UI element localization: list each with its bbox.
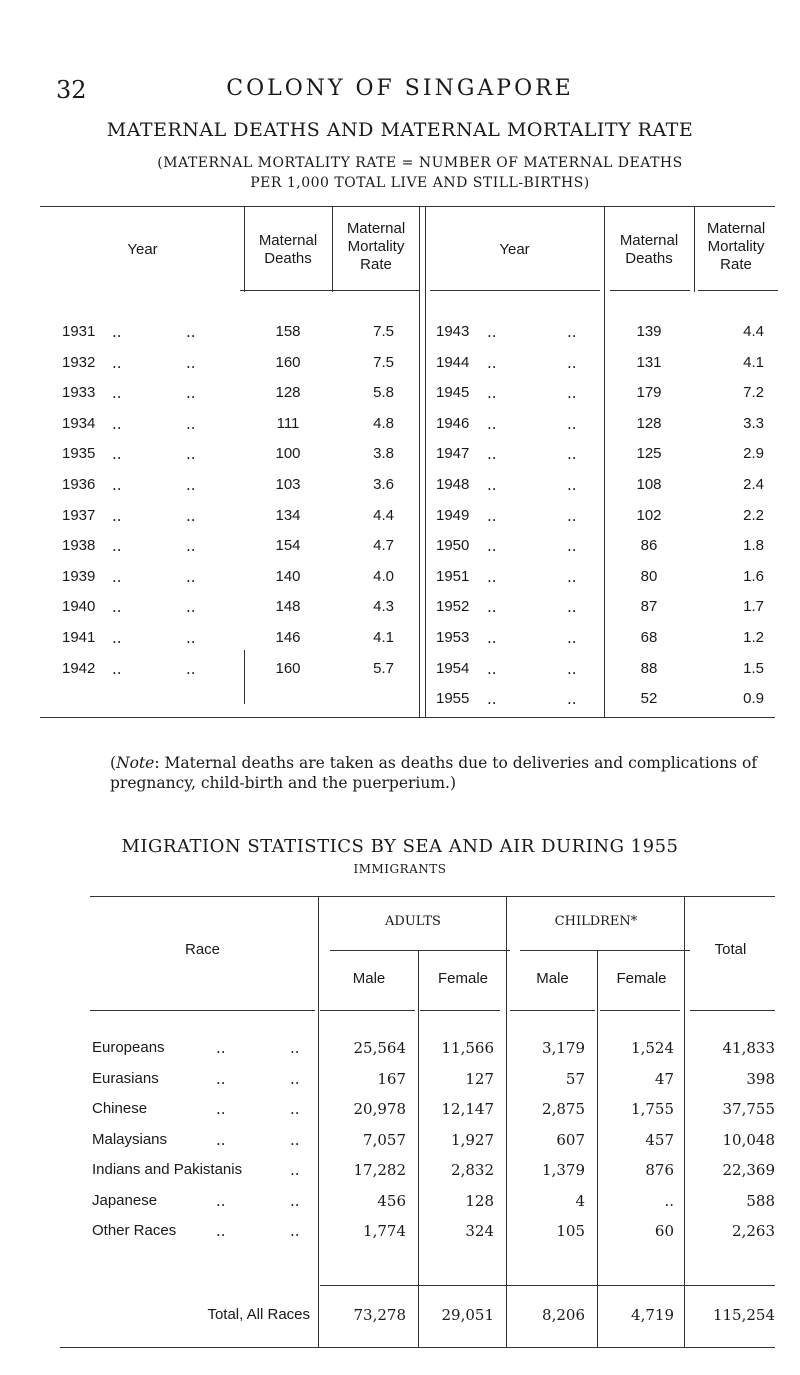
- row-rate: 3.6: [373, 476, 394, 493]
- leader-dots: ..: [186, 506, 196, 525]
- leader-dots: ..: [186, 476, 196, 494]
- child-male: 4: [575, 1191, 585, 1210]
- row-rate: 2.9: [743, 445, 764, 463]
- note-text: : Maternal deaths are taken as deaths due to deliveries and complications of pregnancy, child-birth and the puerperium.): [110, 754, 758, 792]
- leader-dots: ..: [112, 537, 122, 556]
- table-rule: [684, 896, 685, 1347]
- total-grand-total: 115,254: [712, 1306, 775, 1324]
- leader-dots: ..: [216, 1069, 226, 1088]
- row-rate: 4.4: [373, 506, 394, 524]
- table-rule: [240, 290, 420, 291]
- leader-dots: ..: [487, 629, 497, 647]
- col-header-children: CHILDREN*: [554, 914, 638, 929]
- adult-male: 456: [377, 1191, 406, 1210]
- row-rate: 1.5: [743, 659, 764, 677]
- row-deaths: 86: [640, 537, 658, 555]
- row-deaths: 88: [640, 659, 658, 677]
- adult-female: 324: [465, 1222, 494, 1240]
- row-deaths: 128: [275, 384, 301, 402]
- maternal-subtitle-line2: PER 1,000 TOTAL LIVE AND STILL-BIRTHS): [250, 175, 590, 191]
- row-total: 22,369: [722, 1161, 775, 1179]
- leader-dots: ..: [290, 1039, 300, 1057]
- leader-dots: ..: [487, 506, 497, 525]
- row-year: 1953: [436, 629, 470, 646]
- leader-dots: ..: [186, 353, 196, 372]
- leader-dots: ..: [487, 567, 497, 586]
- row-year: 1932: [62, 353, 96, 371]
- leader-dots: ..: [186, 537, 196, 556]
- leader-dots: ..: [567, 476, 577, 494]
- row-rate: 1.6: [743, 567, 764, 585]
- col-header-child-male: Male: [536, 970, 569, 987]
- row-year: 1952: [436, 598, 470, 616]
- leader-dots: ..: [216, 1039, 226, 1057]
- row-deaths: 125: [636, 445, 662, 463]
- row-deaths: 140: [275, 567, 301, 585]
- table-rule: [520, 950, 690, 951]
- row-deaths: 148: [275, 598, 301, 616]
- table-rule: [418, 950, 419, 1347]
- table-rule: [320, 1010, 415, 1011]
- maternal-note: (Note: Maternal deaths are taken as deaths due to deliveries and complications of pregnancy, child-birth and the puerperium.): [110, 754, 758, 792]
- row-year: 1936: [62, 476, 96, 493]
- row-rate: 1.7: [743, 598, 764, 616]
- row-rate: 2.4: [743, 476, 764, 493]
- migration-subtitle: IMMIGRANTS: [353, 862, 447, 876]
- leader-dots: ..: [487, 384, 497, 403]
- table-rule: [40, 717, 775, 718]
- leader-dots: ..: [290, 1069, 300, 1088]
- row-deaths: 108: [636, 476, 662, 493]
- total-child-male: 8,206: [542, 1306, 585, 1324]
- table-rule: [320, 1285, 775, 1286]
- note-label: Note: [116, 754, 155, 772]
- row-deaths: 100: [275, 445, 301, 463]
- leader-dots: ..: [186, 323, 196, 341]
- table-rule: [430, 290, 600, 291]
- adult-female: 127: [465, 1069, 494, 1088]
- adult-male: 17,282: [353, 1161, 406, 1179]
- table-rule: [604, 206, 605, 717]
- row-rate: 4.1: [373, 629, 394, 646]
- adult-female: 12,147: [441, 1100, 494, 1118]
- total-child-female: 4,719: [631, 1306, 674, 1324]
- leader-dots: ..: [216, 1130, 226, 1149]
- adult-male: 7,057: [363, 1130, 406, 1149]
- row-year: 1944: [436, 353, 470, 371]
- leader-dots: ..: [186, 414, 196, 433]
- leader-dots: ..: [487, 537, 497, 556]
- row-deaths: 160: [275, 659, 301, 677]
- race-label: Chinese: [92, 1100, 148, 1117]
- leader-dots: ..: [567, 567, 577, 586]
- col-header-deaths: Maternal Deaths: [258, 232, 318, 267]
- adult-female: 128: [465, 1191, 494, 1210]
- row-year: 1934: [62, 414, 96, 432]
- row-year: 1942: [62, 659, 96, 677]
- table-rule: [244, 650, 245, 704]
- row-rate: 1.8: [743, 537, 764, 555]
- row-year: 1951: [436, 567, 470, 585]
- leader-dots: ..: [487, 690, 497, 709]
- col-header-rate: Maternal Mortality Rate: [706, 220, 766, 273]
- adult-male: 25,564: [353, 1039, 406, 1057]
- row-deaths: 102: [636, 506, 662, 524]
- adult-female: 2,832: [451, 1161, 494, 1179]
- child-female: 1,524: [631, 1039, 674, 1057]
- child-female: 1,755: [631, 1100, 674, 1118]
- row-rate: 3.3: [743, 414, 764, 432]
- row-rate: 4.3: [373, 598, 394, 616]
- row-rate: 4.1: [743, 353, 764, 371]
- row-deaths: 134: [275, 506, 301, 524]
- row-year: 1949: [436, 506, 470, 524]
- leader-dots: ..: [216, 1100, 226, 1118]
- col-header-adult-male: Male: [352, 970, 386, 987]
- row-year: 1947: [436, 445, 470, 463]
- col-header-year: Year: [499, 241, 530, 258]
- leader-dots: ..: [112, 384, 122, 403]
- col-header-deaths: Maternal Deaths: [619, 232, 679, 267]
- page-header: COLONY OF SINGAPORE: [226, 76, 574, 101]
- table-rule: [600, 1010, 680, 1011]
- leader-dots: ..: [487, 414, 497, 433]
- leader-dots: ..: [567, 598, 577, 617]
- row-year: 1940: [62, 598, 96, 616]
- leader-dots: ..: [112, 445, 122, 464]
- row-year: 1933: [62, 384, 96, 402]
- row-rate: 7.5: [373, 323, 394, 340]
- row-deaths: 52: [640, 690, 658, 708]
- row-total: 37,755: [722, 1100, 775, 1118]
- adult-male: 1,774: [363, 1222, 406, 1240]
- leader-dots: ..: [487, 323, 497, 341]
- leader-dots: ..: [487, 445, 497, 464]
- row-rate: 4.0: [373, 567, 394, 585]
- leader-dots: ..: [216, 1222, 226, 1240]
- leader-dots: ..: [567, 537, 577, 556]
- maternal-table-title: MATERNAL DEATHS AND MATERNAL MORTALITY RATE: [106, 119, 694, 141]
- row-rate: 4.8: [373, 414, 394, 432]
- child-female: ..: [664, 1191, 674, 1210]
- total-adult-male: 73,278: [353, 1306, 406, 1324]
- leader-dots: ..: [112, 598, 122, 617]
- leader-dots: ..: [487, 598, 497, 617]
- row-deaths: 87: [640, 598, 658, 616]
- row-year: 1946: [436, 414, 470, 432]
- row-deaths: 154: [275, 537, 301, 555]
- table-rule: [425, 206, 426, 717]
- child-male: 57: [565, 1069, 585, 1088]
- col-header-adult-female: Female: [437, 970, 489, 987]
- row-year: 1937: [62, 506, 96, 524]
- row-rate: 4.7: [373, 537, 394, 555]
- total-row-label: Total, All Races: [207, 1306, 310, 1323]
- col-header-adults: ADULTS: [385, 914, 441, 929]
- leader-dots: ..: [216, 1191, 226, 1210]
- row-deaths: 131: [636, 353, 662, 371]
- row-year: 1954: [436, 659, 470, 677]
- row-deaths: 80: [640, 567, 658, 585]
- leader-dots: ..: [112, 659, 122, 678]
- row-deaths: 179: [636, 384, 662, 402]
- row-total: 41,833: [722, 1039, 775, 1057]
- row-total: 588: [746, 1191, 775, 1210]
- leader-dots: ..: [112, 506, 122, 525]
- leader-dots: ..: [186, 629, 196, 647]
- col-header-child-female: Female: [616, 970, 667, 987]
- leader-dots: ..: [186, 598, 196, 617]
- row-year: 1948: [436, 476, 470, 493]
- leader-dots: ..: [186, 567, 196, 586]
- row-total: 2,263: [732, 1222, 775, 1240]
- child-male: 607: [556, 1130, 585, 1149]
- row-deaths: 158: [275, 323, 301, 340]
- table-rule: [610, 290, 690, 291]
- leader-dots: ..: [112, 476, 122, 494]
- table-rule: [506, 896, 507, 1347]
- table-rule: [40, 206, 775, 207]
- table-rule: [90, 1010, 315, 1011]
- leader-dots: ..: [186, 659, 196, 678]
- leader-dots: ..: [290, 1222, 300, 1240]
- migration-title: MIGRATION STATISTICS BY SEA AND AIR DURING 1955: [121, 836, 679, 857]
- race-label: Malaysians: [92, 1130, 168, 1148]
- table-rule: [90, 896, 775, 897]
- table-rule: [60, 1347, 775, 1348]
- row-rate: 7.2: [743, 384, 764, 402]
- row-year: 1945: [436, 384, 470, 402]
- adult-male: 167: [377, 1069, 406, 1088]
- race-label: Japanese: [92, 1191, 158, 1209]
- row-deaths: 111: [276, 414, 300, 432]
- leader-dots: ..: [487, 353, 497, 372]
- row-year: 1950: [436, 537, 470, 555]
- row-deaths: 139: [636, 323, 662, 340]
- child-female: 47: [654, 1069, 674, 1088]
- table-rule: [698, 290, 778, 291]
- leader-dots: ..: [567, 659, 577, 678]
- row-rate: 2.2: [743, 506, 764, 524]
- maternal-subtitle-line1: (MATERNAL MORTALITY RATE = NUMBER OF MATERNAL DEATHS: [157, 155, 683, 171]
- row-rate: 5.7: [373, 659, 394, 677]
- leader-dots: ..: [567, 690, 577, 709]
- adult-male: 20,978: [353, 1100, 406, 1118]
- leader-dots: ..: [567, 445, 577, 464]
- table-rule: [419, 206, 420, 717]
- leader-dots: ..: [112, 414, 122, 433]
- leader-dots: ..: [186, 384, 196, 403]
- leader-dots: ..: [567, 629, 577, 647]
- leader-dots: ..: [567, 384, 577, 403]
- row-year: 1941: [62, 629, 96, 646]
- col-header-total: Total: [714, 941, 747, 958]
- leader-dots: ..: [567, 414, 577, 433]
- table-rule: [330, 950, 510, 951]
- adult-female: 1,927: [451, 1130, 494, 1149]
- child-female: 876: [645, 1161, 674, 1179]
- child-female: 60: [654, 1222, 674, 1240]
- row-rate: 4.4: [743, 323, 764, 340]
- table-rule: [597, 950, 598, 1347]
- row-deaths: 128: [636, 414, 662, 432]
- col-header-race: Race: [184, 941, 221, 958]
- leader-dots: ..: [567, 323, 577, 341]
- leader-dots: ..: [487, 476, 497, 494]
- table-rule: [690, 1010, 775, 1011]
- leader-dots: ..: [290, 1161, 300, 1179]
- leader-dots: ..: [112, 567, 122, 586]
- leader-dots: ..: [290, 1130, 300, 1149]
- table-rule: [244, 206, 245, 292]
- col-header-rate: Maternal Mortality Rate: [346, 220, 406, 273]
- page-number: 32: [56, 76, 87, 104]
- row-year: 1938: [62, 537, 96, 555]
- row-rate: 3.8: [373, 445, 394, 463]
- row-deaths: 160: [275, 353, 301, 371]
- child-male: 105: [556, 1222, 585, 1240]
- leader-dots: ..: [290, 1191, 300, 1210]
- race-label: Other Races: [92, 1222, 177, 1239]
- leader-dots: ..: [112, 353, 122, 372]
- leader-dots: ..: [487, 659, 497, 678]
- child-male: 1,379: [542, 1161, 585, 1179]
- col-header-year: Year: [127, 241, 158, 258]
- child-female: 457: [645, 1130, 674, 1149]
- leader-dots: ..: [186, 445, 196, 464]
- leader-dots: ..: [567, 506, 577, 525]
- table-rule: [510, 1010, 595, 1011]
- row-deaths: 103: [275, 476, 301, 493]
- row-rate: 0.9: [743, 690, 764, 708]
- table-rule: [420, 1010, 500, 1011]
- row-rate: 1.2: [743, 629, 764, 646]
- row-rate: 5.8: [373, 384, 394, 402]
- table-rule: [318, 896, 319, 1347]
- table-rule: [694, 206, 695, 292]
- row-year: 1955: [436, 690, 470, 708]
- adult-female: 11,566: [441, 1039, 494, 1057]
- child-male: 2,875: [542, 1100, 585, 1118]
- leader-dots: ..: [112, 629, 122, 647]
- row-year: 1935: [62, 445, 96, 463]
- row-year: 1939: [62, 567, 96, 585]
- child-male: 3,179: [542, 1039, 585, 1057]
- row-rate: 7.5: [373, 353, 394, 371]
- leader-dots: ..: [112, 323, 122, 341]
- table-rule: [332, 206, 333, 292]
- race-label: Indians and Pakistanis: [92, 1161, 243, 1178]
- row-deaths: 68: [640, 629, 658, 646]
- row-total: 10,048: [722, 1130, 775, 1149]
- row-year: 1943: [436, 323, 470, 340]
- row-total: 398: [746, 1069, 775, 1088]
- race-label: Eurasians: [92, 1069, 159, 1087]
- leader-dots: ..: [290, 1100, 300, 1118]
- row-year: 1931: [62, 323, 96, 340]
- row-deaths: 146: [275, 629, 301, 646]
- leader-dots: ..: [567, 353, 577, 372]
- total-adult-female: 29,051: [441, 1306, 494, 1324]
- race-label: Europeans: [92, 1039, 165, 1056]
